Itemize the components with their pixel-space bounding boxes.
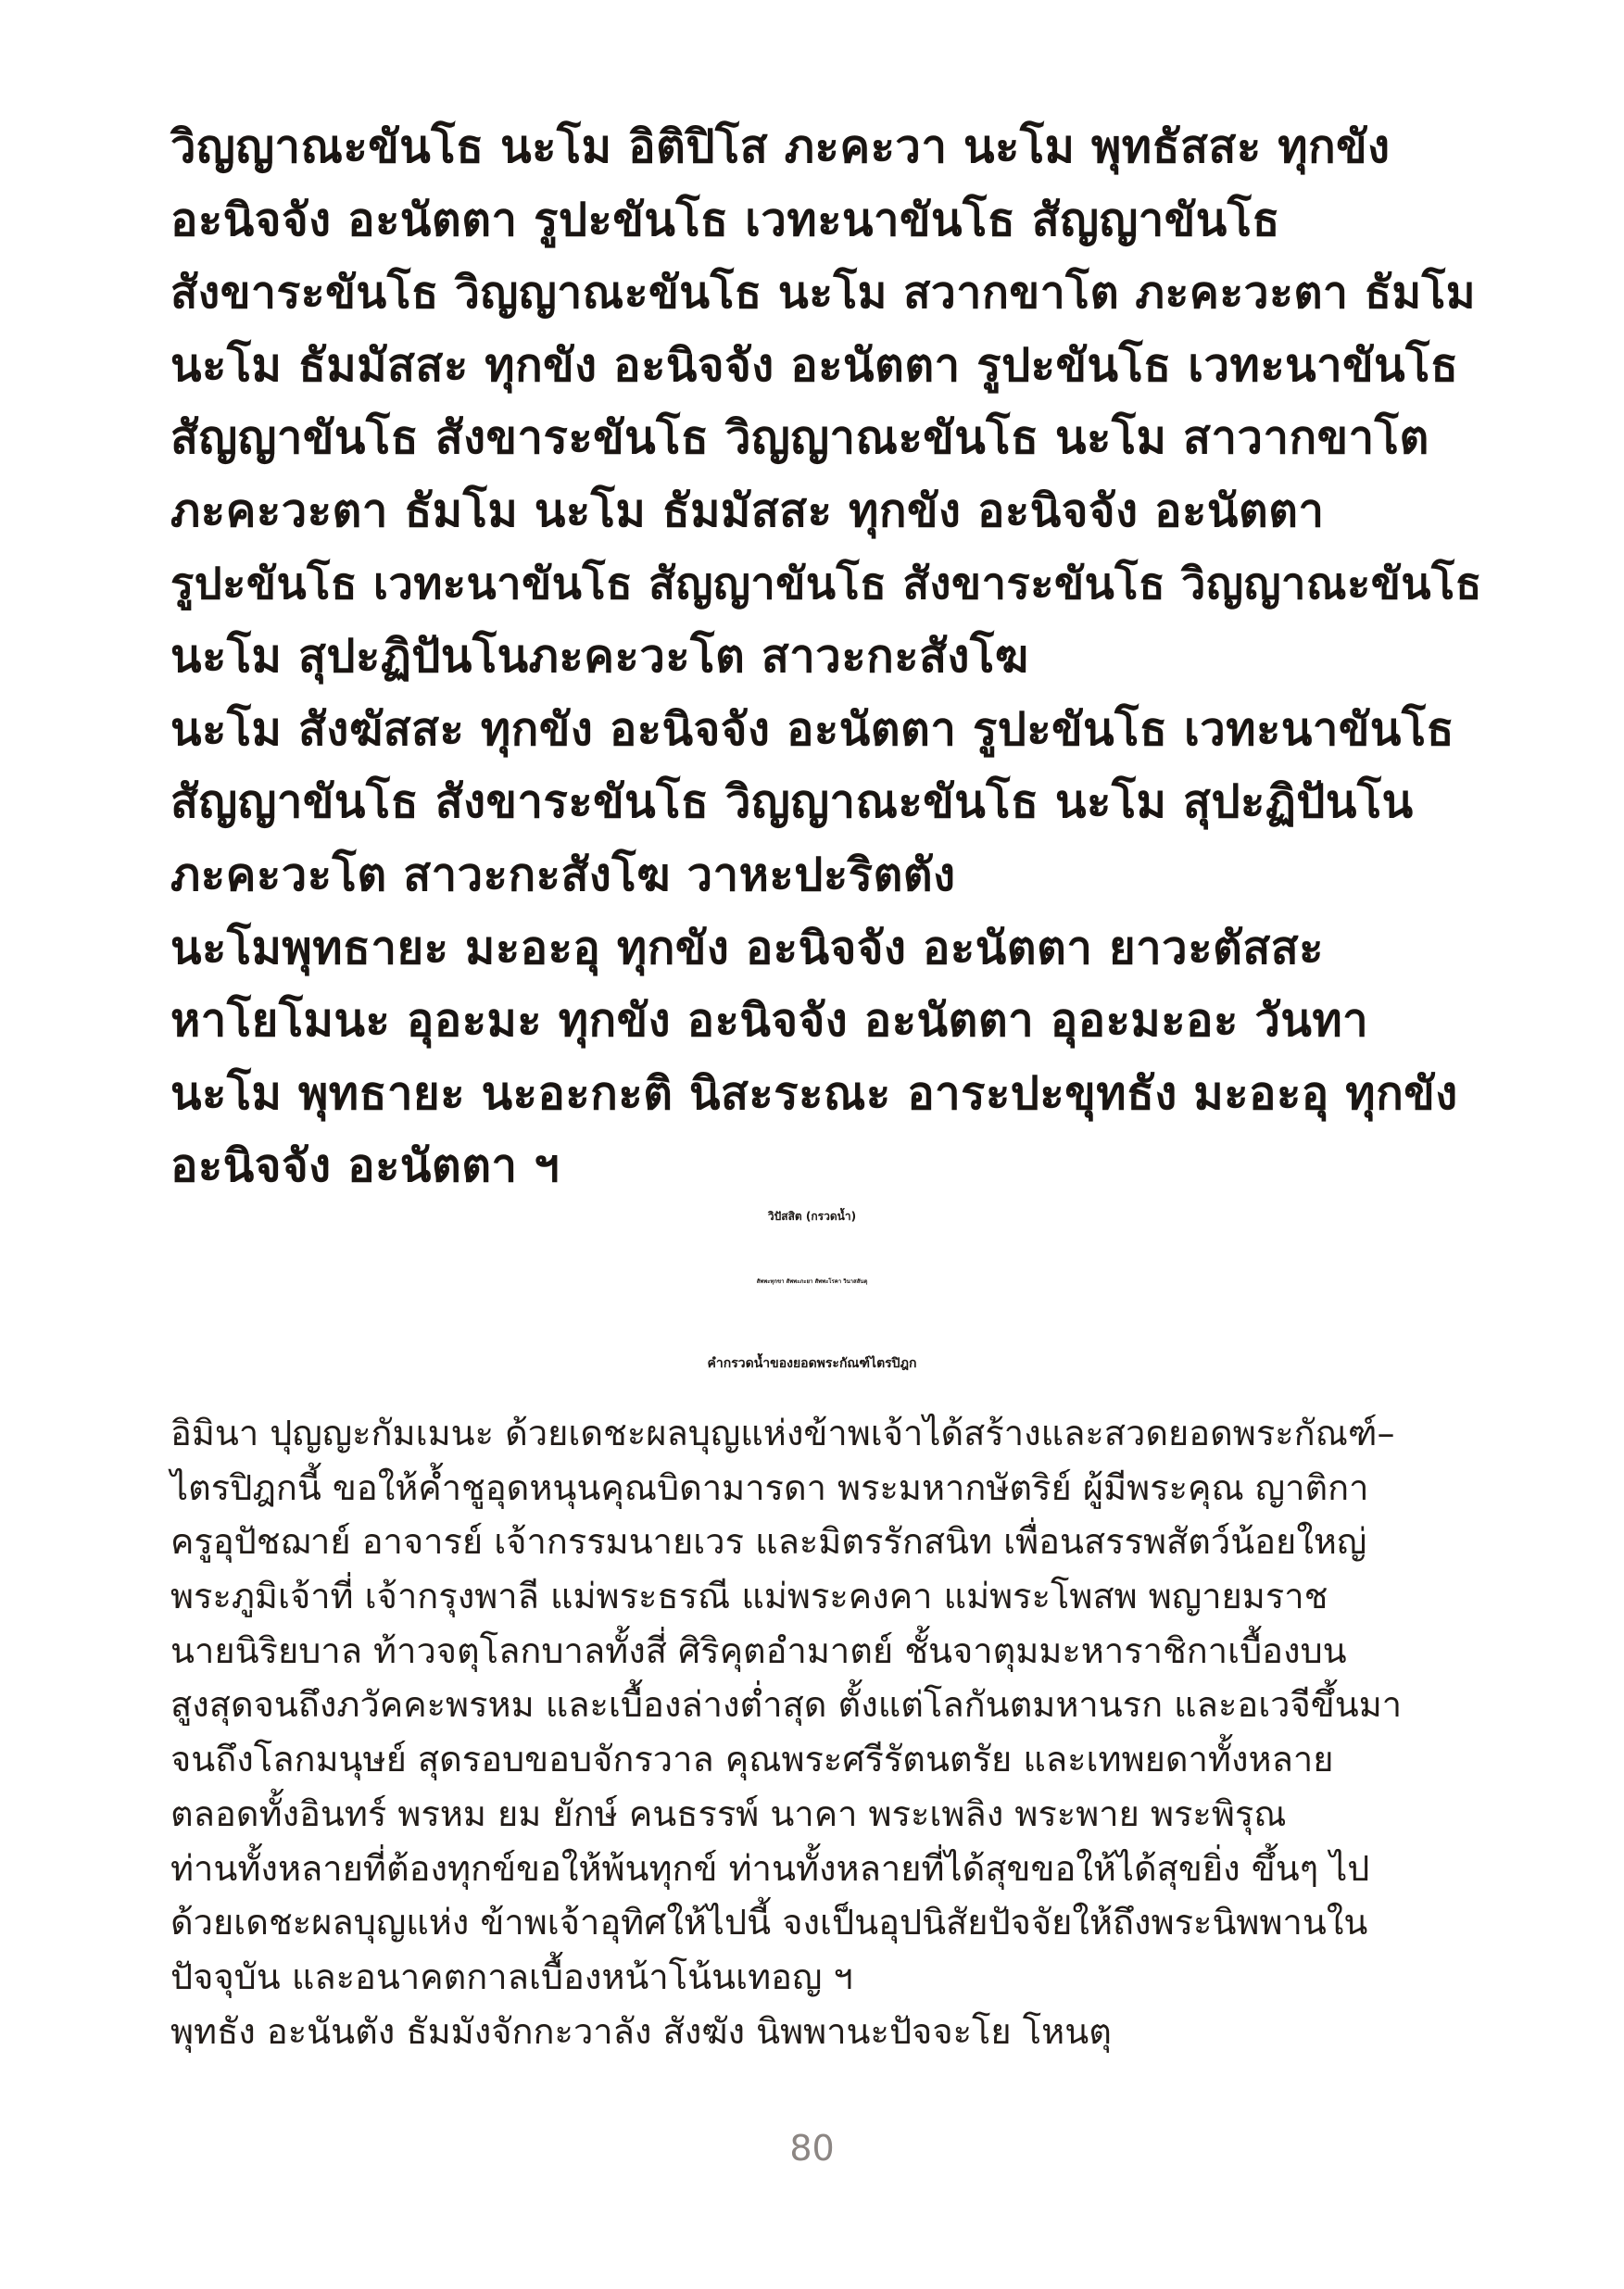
chant-text-block (170, 111, 1486, 1203)
chant-line: ภะคะวะโต สาวะกะสังโฆ วาหะปะริตตัง (170, 848, 956, 901)
prose-line: สูงสุดจนถึงภวัคคะพรหม และเบื้องล่างต่ำสุด ตั้งแต่โลกันตมหานรก และอเวจีขึ้นมา (170, 1684, 1403, 1726)
dedication-text-block (170, 1406, 1486, 2058)
dedication-title: คำกรวดน้ำของยอดพระกัณฑ์ไตรปิฎก (707, 1356, 917, 1371)
chant-line: ภะคะวะตา ธัมโม นะโม ธัมมัสสะ ทุกขัง อะนิจจัง อะนัตตา (170, 484, 1325, 537)
chant-line: อะนิจจัง อะนัตตา ฯ (170, 1139, 560, 1193)
section-subtitle: สัพพะทุกขา สัพพะภะยา สัพพะโรคา วินาสสันตุ (756, 1278, 868, 1285)
chant-line: นะโม ธัมมัสสะ ทุกขัง อะนิจจัง อะนัตตา รูปะขันโธ เวทะนาขันโธ (170, 338, 1459, 392)
prose-line: พระภูมิเจ้าที่ เจ้ากรุงพาลี แม่พระธรณี แม่พระคงคา แม่พระโพสพ พญายมราช (170, 1576, 1328, 1617)
prose-line: ด้วยเดชะผลบุญแห่ง ข้าพเจ้าอุทิศให้ไปนี้ จงเป็นอุปนิสัยปัจจัยให้ถึงพระนิพพานใน (170, 1902, 1368, 1943)
prose-line: พุทธัง อะนันตัง ธัมมังจักกะวาลัง สังฆัง นิพพานะปัจจะโย โหนตุ (170, 2010, 1112, 2052)
prose-line: ตลอดทั้งอินทร์ พรหม ยม ยักษ์ คนธรรพ์ นาคา พระเพลิง พระพาย พระพิรุณ (170, 1792, 1287, 1834)
prose-line: นายนิริยบาล ท้าวจตุโลกบาลทั้งสี่ ศิริคุตอำมาตย์ ชั้นจาตุมมะหาราชิกาเบื้องบน (170, 1629, 1347, 1671)
chant-line: สังขาระขันโธ วิญญาณะขันโธ นะโม สวากขาโต ภะคะวะตา ธัมโม (170, 267, 1477, 320)
prose-line: ปัจจุบัน และอนาคตกาลเบื้องหน้าโน้นเทอญ ฯ (170, 1956, 853, 1997)
chant-line: สัญญาขันโธ สังขาระขันโธ วิญญาณะขันโธ นะโม สุปะฏิปันโน (170, 775, 1414, 829)
prose-line: อิมินา ปุญญะกัมเมนะ ด้วยเดชะผลบุญแห่งข้าพเจ้าได้สร้างและสวดยอดพระกัณฑ์– (170, 1413, 1395, 1453)
chant-line: สัญญาขันโธ สังขาระขันโธ วิญญาณะขันโธ นะโม สาวากขาโต (170, 411, 1429, 465)
chant-line: นะโม สังฆัสสะ ทุกขัง อะนิจจัง อะนัตตา รูปะขันโธ เวทะนาขันโธ (170, 702, 1455, 756)
chant-line: นะโมพุทธายะ มะอะอุ ทุกขัง อะนิจจัง อะนัตตา ยาวะตัสสะ (170, 921, 1324, 975)
section-title: วิปัสสิต (กรวดน้ำ) (767, 1210, 857, 1223)
prose-line: ท่านทั้งหลายที่ต้องทุกข์ขอให้พ้นทุกข์ ท่านทั้งหลายที่ได้สุขขอให้ได้สุขยิ่ง ขึ้นๆ ไป (170, 1847, 1370, 1889)
chant-line: รูปะขันโธ เวทะนาขันโธ สัญญาขันโธ สังขาระขันโธ วิญญาณะขันโธ (170, 558, 1482, 610)
chant-line: นะโม สุปะฏิปันโนภะคะวะโต สาวะกะสังโฆ (170, 630, 1029, 684)
prose-line: ไตรปิฎกนี้ ขอให้ค้ำชูอุดหนุนคุณบิดามารดา พระมหากษัตริย์ ผู้มีพระคุณ ญาติกา (170, 1466, 1369, 1508)
page-number: 80 (789, 2128, 835, 2169)
chant-line: หาโยโมนะ อุอะมะ ทุกขัง อะนิจจัง อะนัตตา อุอะมะอะ วันทา (170, 994, 1369, 1048)
prose-line: จนถึงโลกมนุษย์ สุดรอบขอบจักรวาล คุณพระศรีรัตนตรัย และเทพยดาทั้งหลาย (170, 1739, 1334, 1780)
prose-line: ครูอุปัชฌาย์ อาจารย์ เจ้ากรรมนายเวร และมิตรรักสนิท เพื่อนสรรพสัตว์น้อยใหญ่ (170, 1521, 1367, 1563)
chant-line: อะนิจจัง อะนัตตา รูปะขันโธ เวทะนาขันโธ สัญญาขันโธ (170, 193, 1280, 246)
chant-line: นะโม พุทธายะ นะอะกะติ นิสะระณะ อาระปะขุทธัง มะอะอุ ทุกขัง (170, 1066, 1458, 1120)
chant-line: วิญญาณะขันโธ นะโม อิติปิโส ภะคะวา นะโม พุทธัสสะ ทุกขัง (170, 120, 1391, 173)
